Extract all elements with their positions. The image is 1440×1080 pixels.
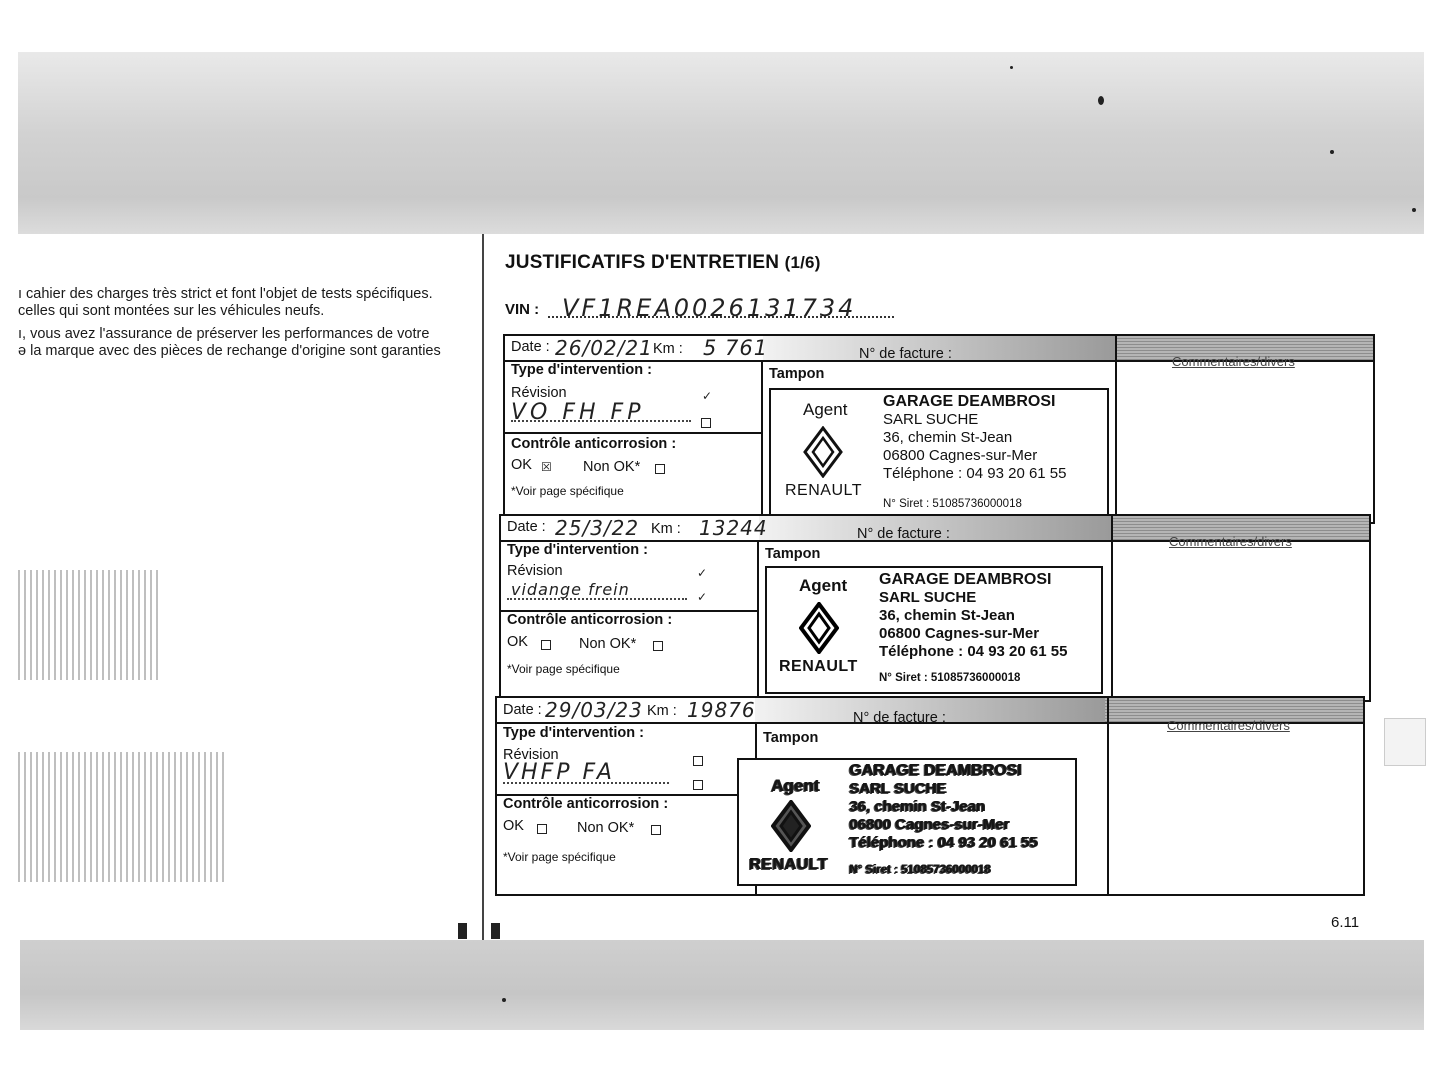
page-number: 6.11 [1331,914,1360,931]
stamp-address: 36, chemin St-Jean [879,607,1015,624]
stamp-phone: Téléphone : 04 93 20 61 55 [879,643,1068,660]
revision-label: Révision [507,563,563,579]
ok-label: OK [507,634,528,650]
date-handwritten: 25/3/22 [555,516,640,540]
dealer-stamp [765,566,1103,694]
left-page-line: ǝ la marque avec des pièces de rechange d'origine sont garanties [18,343,441,359]
spine-mark [458,923,467,939]
invoice-label: N° de facture : [853,710,946,726]
faded-print [18,570,158,680]
non-ok-label: Non OK* [579,636,637,652]
col-divider [757,540,759,700]
stamp-city: 06800 Cagnes-sur-Mer [879,625,1040,642]
date-label: Date : [507,519,546,535]
work-checkbox[interactable] [693,780,703,790]
left-page-line: ı cahier des charges très strict et font l'objet de tests spécifiques. [18,286,433,302]
stamp-company: SARL SUCHE [879,589,977,606]
revision-checkbox[interactable] [693,756,703,766]
work-handwritten: VO FH FP [511,400,645,425]
work-handwritten: VHFP FA [503,760,615,785]
non-ok-label: Non OK* [577,820,635,836]
anticorrosion-label: Contrôle anticorrosion : [503,796,669,812]
maintenance-table [493,334,1375,896]
invoice-label: N° de facture : [857,526,950,542]
stamp-brand: RENAULT [779,658,858,675]
stamp-agent: Agent [771,776,820,795]
renault-logo-icon [799,602,839,654]
invoice-label: N° de facture : [859,346,952,362]
comments-label: Commentaires/divers [1169,534,1292,549]
tampon-label: Tampon [765,546,821,562]
stamp-address: 36, chemin St-Jean [849,798,985,815]
vin-handwritten: VF1REA0026131734 [562,294,857,322]
stamp-address: 36, chemin St-Jean [883,429,1013,446]
stamp-agent: Agent [799,576,848,595]
date-handwritten: 26/02/21 [555,336,653,360]
maintenance-entry-1 [503,334,1375,524]
next-page-edge [1384,718,1426,766]
km-handwritten: 13244 [699,516,768,540]
maintenance-entry-3 [495,696,1365,896]
ok-checkbox[interactable] [537,824,547,834]
anticorrosion-label: Contrôle anticorrosion : [507,612,673,628]
col-divider [1111,516,1113,700]
intervention-type-label: Type d'intervention : [511,362,652,378]
stamp-company: SARL SUCHE [883,411,979,428]
scan-speck [1330,150,1334,154]
dealer-stamp [737,758,1077,886]
spine-mark [491,923,500,939]
renault-logo-icon [803,426,843,478]
km-label: Km : [651,521,681,537]
scan-speck [502,998,506,1002]
date-label: Date : [511,339,550,355]
stamp-garage-name: GARAGE DEAMBROSI [883,393,1056,410]
scan-top-band [18,52,1424,234]
col-divider [1115,336,1117,522]
footnote: *Voir page spécifique [511,484,624,498]
stamp-siret: N° Siret : 51085736000018 [883,498,1022,510]
non-ok-checkbox[interactable] [655,464,665,474]
stamp-siret: N° Siret : 51085736000018 [879,672,1021,684]
revision-label: Révision [503,747,559,763]
left-page-line: ı, vous avez l'assurance de préserver les performances de votre [18,326,430,342]
km-label: Km : [653,341,683,357]
date-label: Date : [503,702,542,718]
comments-label: Commentaires/divers [1167,718,1290,733]
km-label: Km : [647,703,677,719]
footnote: *Voir page spécifique [503,850,616,864]
col-divider [1107,698,1109,894]
scan-speck [1098,96,1104,105]
stamp-brand: RENAULT [749,856,828,873]
dealer-stamp [769,388,1109,518]
title-text: JUSTIFICATIFS D'ENTRETIEN [505,252,780,273]
stamp-garage-name: GARAGE DEAMBROSI [849,762,1022,779]
renault-logo-icon [771,800,811,852]
stamp-garage-name: GARAGE DEAMBROSI [879,571,1052,588]
stamp-agent: Agent [803,400,848,419]
page-spine [482,234,484,940]
ok-label: OK [511,457,532,473]
ok-checkbox-marked: ☒ [541,460,552,474]
maintenance-entry-2 [499,514,1371,702]
scan-bottom-band [20,940,1424,1030]
km-handwritten: 19876 [687,698,756,722]
stamp-phone: Téléphone : 04 93 20 61 55 [849,834,1038,851]
scan-speck [1412,208,1416,212]
vin-label: VIN : [505,301,540,318]
anticorrosion-label: Contrôle anticorrosion : [511,436,677,452]
stamp-siret: N° Siret : 51085736000018 [849,864,991,876]
tampon-label: Tampon [769,366,825,382]
col-divider [761,360,763,522]
stamp-brand: RENAULT [785,482,862,499]
stamp-phone: Téléphone : 04 93 20 61 55 [883,465,1067,482]
row-divider [505,432,761,434]
intervention-type-label: Type d'intervention : [503,725,644,741]
work-handwritten: vidange frein [511,580,630,599]
work-checkbox-marked: ✓ [697,590,708,604]
title-fraction: (1/6) [784,253,821,272]
work-checkbox[interactable] [701,418,711,428]
stamp-company: SARL SUCHE [849,780,947,797]
page-title [505,252,821,274]
km-handwritten: 5 761 [703,336,769,360]
revision-checkbox-marked: ✓ [702,389,713,403]
non-ok-label: Non OK* [583,459,641,475]
revision-checkbox-marked: ✓ [697,566,708,580]
faded-print [18,752,224,882]
intervention-type-label: Type d'intervention : [507,542,648,558]
comments-label: Commentaires/divers [1172,354,1295,369]
tampon-label: Tampon [763,730,819,746]
ok-checkbox[interactable] [541,640,551,650]
footnote: *Voir page spécifique [507,662,620,676]
revision-label: Révision [511,385,567,401]
ok-label: OK [503,818,524,834]
scan-speck [1010,66,1013,69]
non-ok-checkbox[interactable] [651,825,661,835]
stamp-city: 06800 Cagnes-sur-Mer [883,447,1038,464]
left-page-line: celles qui sont montées sur les véhicules neufs. [18,303,325,319]
date-handwritten: 29/03/23 [545,698,643,722]
stamp-city: 06800 Cagnes-sur-Mer [849,816,1010,833]
non-ok-checkbox[interactable] [653,641,663,651]
